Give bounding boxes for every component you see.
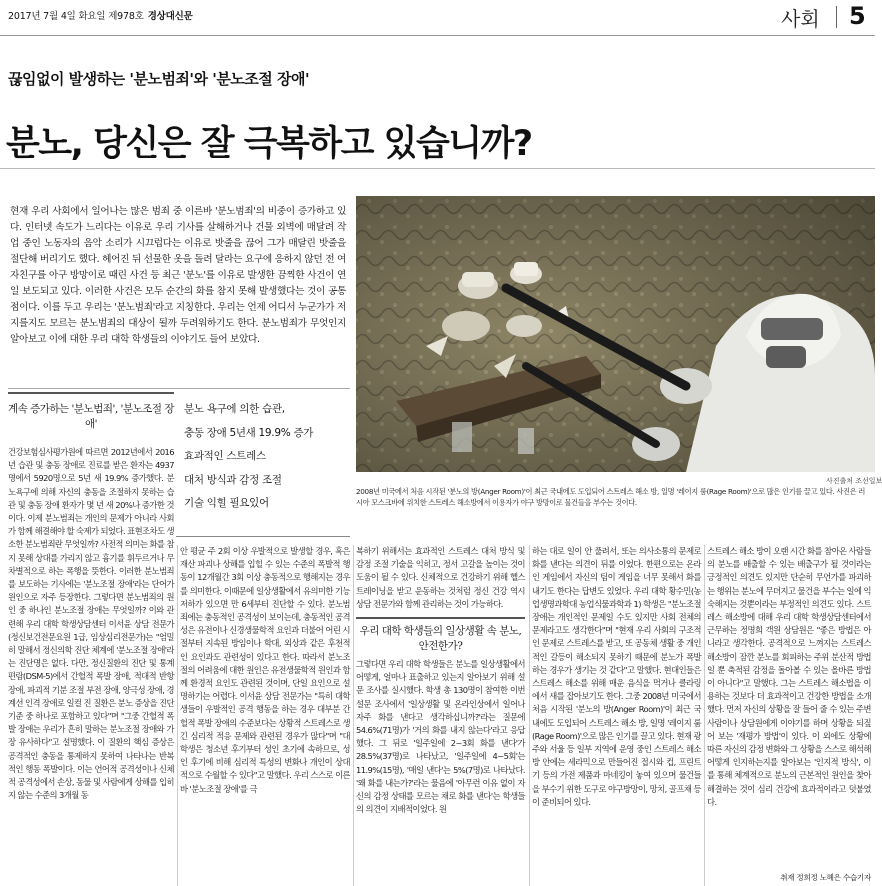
- photo-credit: 사진출처 조선일보: [826, 477, 882, 485]
- summary-line: 충동 장애 5년새 19.9% 증가: [184, 426, 314, 439]
- column-divider: [353, 545, 354, 886]
- article-column-1: 건강보험심사평가원에 따르면 2012년에서 2016년 습관 및 충동 장애로 진료를 받은 환자는 4937명에서 5920명으로 5년 새 19.9% 증가했다. 분노욕구에 의해 자신의 충동을 조절하지 못하는 습관 및 충동 장애 환자가 몇 년 새 20%나 증가한 것이다. 이제 분노범죄는 개인의 문제가 아니라 사회가 함께 해결해야 할 숙제가 되었다. 표현조차도 생소한 분노범죄란 무엇일까? 사전적 의미는 화를 참지 못해 상대를 가리지 않고 흉기를 휘두르거나 무차별적으로 하는 폭행을 뜻한다. 이러한 분노범죄를 보도하는 기사에는 '분노조절 장애'라는 단어가 원인으로 자주 등장한다. 그렇다면 분노범죄의 원인 중 하나인 분노조절 장애는 무엇일까? 이와 관련해 우리 대학 학생상담센터 이서윤 상담 전문가(정신보건전문요원 1급, 임상심리전문가)는 "엄밀히 말해서 정신의학 진단 체계에 '분노조절 장애'라는 진단명은 없다. 다만, 정신질환의 진단 및 통계 편람(DSM-5)에서 간헐적 폭발 장애, 적대적 반항 장애, 파괴적 기분 조절 부전 장애, 양극성 장애, 경계선 인격 장애로 일컬 진 질환은 분노 증상을 진단 기준 중 하나로 포함하고 있다"며 "그중 간헐적 폭발 장애는 우리가 흔히 말하는 분노조절 장애와 가장 유사하다"고 설명했다. 이 질환의 핵심 증상은 공격적인 충동을 통제하지 못하여 나타나는 반복적인 행동 폭발이다. 이는 언어적 공격성이나 신체적 공격성에서 손상, 동물 및 사람에게 상해를 입히지 않는 수준의 3개월 동: [8, 447, 174, 801]
- article-column-2: 안 평균 주 2회 이상 우발적으로 발생할 경우, 혹은 재산 파괴나 상해를 입힐 수 있는 수준의 폭발적 행동이 12개월간 3회 이상 충동적으로 행해지는 경우를 의미한다. 이때문에 일상생활에서 유의미한 기능 저하가 있으면 만 6세부터 진단할 수 있다. 분노범죄에는 충동적인 공격성이 보이는데, 충동적인 공격성은 유전이나 신경생물학적 요인과 더불어 어린 시절부터 지속된 방임이나 학대, 외상과 같은 후천적인 요인과도 관련성이 있다고 한다. 따라서 분노조절의 어려움에 대한 원인은 유전생물학적 원인과 함께 환경적 요인도 관련된 것이며, 단일 요인으로 설명하기는 어렵다. 이서윤 상담 전문가는 "특히 대학생들이 우발적인 공격 행동을 하는 경우 대부분 간헐적 폭발 장애의 수준보다는 상황적 스트레스로 생긴 심리적 적응 문제와 관련된 경우가 많다"며 "대학생은 청소년 후기부터 성인 초기에 속하므로, 성인 후기에 비해 심리적 특성의 변화나 개인이 상대적으로 수월할 수 있다"고 말했다. 우리 스스로 이른바 '분노조절 장애'를 극: [180, 546, 350, 794]
- summary-line: 효과적인 스트레스: [184, 450, 266, 462]
- header-divider: [836, 6, 837, 28]
- subhead-2: 우리 대학 학생들의 일상생활 속 분노, 안전한가?: [356, 617, 525, 654]
- rage-room-photo: [356, 196, 875, 472]
- column-divider: [177, 545, 178, 886]
- article-column-3: 복하기 위해서는 효과적인 스트레스 대처 방식 및 감정 조절 기술을 익히고, 정서 고갈을 높이는 것이 도움이 될 수 있다. 신체적으로 건강하기 위해 헬스트레이닝을 받고 운동하는 것처럼 정신 건강 역시 상담 전문가와 함께 관리하는 것이 가능하다.: [356, 546, 525, 609]
- page-number: 5: [849, 2, 866, 30]
- summary-line: 분노 욕구에 의한 습관,: [184, 403, 285, 415]
- summary-bullets: [184, 398, 349, 516]
- byline: 취재 정희정 노혜은 수습기자: [780, 873, 871, 882]
- issue-line: [8, 8, 193, 22]
- article-column-4: 하는 대로 일이 안 풀려서, 또는 의사소통의 문제로 화를 낸다는 의견이 뒤를 이었다. 한편으로는 온라인 게임에서 자신의 팀이 게임을 너무 못해서 화를 내기도 한다는 답변도 있었다. 우리 대학 황수민(농업생명과학대 농업식물과학과 1) 학생은 "분노조절 장애는 개인적인 문제일 수도 있지만 사회 전체의 문제라고도 생각한다"며 "현재 우리 사회의 구조적인 문제로 스트레스를 받고, 또 공동체 생활 중 개인적인 갈등이 해소되지 못하기 때문에 분노가 폭발하는 경우가 생기는 것 같다"고 말했다. 현대인들은 스트레스 해소를 위해 매운 음식을 먹거나 클라링에서 새를 잡아보기도 한다. 그중 2008년 미국에서 처음 시작된 '분노의 방(Anger Room)'이 최근 국내에도 도입되어 스트레스 해소 방, 일명 '레이지 룸(Rage Room)'으로 많은 인기를 끌고 있다. 현재 광주와 서울 등 일부 지역에 운영 중인 스트레스 해소방 안에는 세라믹으로 만들어진 접시와 컵, 프린트기 등의 가전 제품과 마네킹이 놓여 있으며 물건들을 부수기 위한 도구로 야구방망이, 망치, 골프채 등이 준비되어 있다.: [532, 546, 701, 807]
- section-name: 사회: [781, 7, 820, 31]
- paper-name: 경상대신문: [147, 11, 193, 22]
- headline: 분노, 당신은 잘 극복하고 있습니까?: [6, 124, 532, 164]
- summary-line: 기술 익힐 필요있어: [184, 497, 269, 509]
- issue-date: 2017년 7월 4일 화요일 제978호: [8, 11, 144, 22]
- kicker: 끊임없이 발생하는 '분노범죄'와 '분노조절 장애': [8, 70, 310, 88]
- headline-rule: [0, 168, 875, 169]
- intro-rule: [8, 388, 350, 389]
- intro-paragraph: 현재 우리 사회에서 일어나는 많은 범죄 중 이른바 '분노범죄'의 비중이 증가하고 있다. 인터넷 속도가 느리다는 이유로 우리 기사를 살해하거나 건물 외벽에 매달려 작업 중인 노동자의 음악 소리가 시끄럽다는 이유로 밧줄을 끊어 그가 매달린 밧줄을 절단해 버리기도 했다. 헤어진 뒤 선물한 옷을 돌려 달라는 요구에 응하지 않던 전 여자친구를 아구 방망이로 때린 사건 등 최근 '분노'를 이유로 발생한 끔찍한 사건이 연일 보도되고 있다. 이러한 사건은 모두 순간의 화를 참지 못해 발생했다는 것이 공통점이다. 이를 두고 우리는 '분노범죄'라고 지칭한다. 우리는 언제 어디서 누군가가 저지를지도 모르는 분노범죄의 대상이 될까 두려워하기도 한다. 분노범죄가 무엇인지 알아보고 이에 대한 우리 대학 학생들의 이야기도 들어 보았다.: [10, 206, 346, 345]
- photo-caption: 2008년 미국에서 처음 시작된 '분노의 방(Anger Room)'이 최근 국내에도 도입되어 스트레스 해소 방, 일명 '레이지 룸(Rage Room)'으로 많은 인기를 끌고 있다. 사진은 러시아 모스크바에 위치한 스트레스 해소방에서 이용자가 야구 방망이로 물건들을 부수는 것이다.: [356, 487, 866, 507]
- header-rule: [0, 35, 875, 36]
- summary-line: 대처 방식과 감정 조절: [184, 473, 282, 486]
- article-column-5: 스트레스 해소 방이 오랜 시간 화를 참아온 사람들의 분노를 배출할 수 있는 배출구가 될 것이라는 긍정적인 의견도 있지만 단순히 무언가를 파괴하는 행위는 분노에 무뎌지고 물건을 부수는 일에 익숙해지는 것뿐이라는 부정적인 의견도 있다. 스트레스 해소방에 대해 우리 대학 학생상담센터에서 근무하는 정명희 객원 상담원은 "좋은 방법은 아니라고 생각한다. 공격적으로 느껴지는 스트레스 해소방이 잠깐 분노를 회피하는 주위 분산적 방법일 뿐 축적된 감정을 돌아볼 수 있는 올바른 방법이 아니다"고 말했다. 그는 스트레스 해소법을 이용하는 것보다 더 효과적이고 건강한 방법을 소개했다. 먼저 자신의 상황을 잘 들어 줄 수 있는 주변 사람이나 상담원에게 이야기를 하며 상황을 되짚어 보는 '재평가 방법'이 있다. 이 외에도 상황에 따른 자신의 감정 변화와 그 상황을 스스로 해석해 어떻게 인지하는지를 알아보는 '인지적 방식', 이를 통해 체계적으로 분노의 근본적인 원인을 찾아 해결하는 것이 심리 건강에 효과적이라고 덧붙였다.: [707, 546, 871, 807]
- article-column-3b: 그렇다면 우리 대학 학생들은 분노를 일상생활에서 어떻게, 얼마나 표출하고 있는지 알아보기 위해 설문 조사를 실시했다. 학생 총 130명이 참여한 이번 설문 조사에서 '일상생활 및 온라인상에서 일어나 자주 화를 낸다고 생각하십니까?'라는 질문에 54.6%(71명)가 '거의 화를 내지 않는다'라고 응답했다. 그 뒤로 '일주일에 2~3회 화를 낸다'가 28.5%(37명)로 나타났고, '일주일에 4~5회'는 11.9%(15명), '매일 낸다'는 5%(7명)로 나타났다. '왜 화를 내는가?'라는 물음에 '아무런 이유 없이 자신의 감정 상태를 모르는 채로 화를 낸다'는 학생들의 의견이 지배적이었다. 원: [356, 659, 525, 815]
- subhead-1: 계속 증가하는 '분노범죄', '분노조절 장애': [8, 403, 174, 430]
- column-divider: [529, 545, 530, 886]
- summary-rule: [176, 536, 350, 537]
- column-divider: [704, 545, 705, 886]
